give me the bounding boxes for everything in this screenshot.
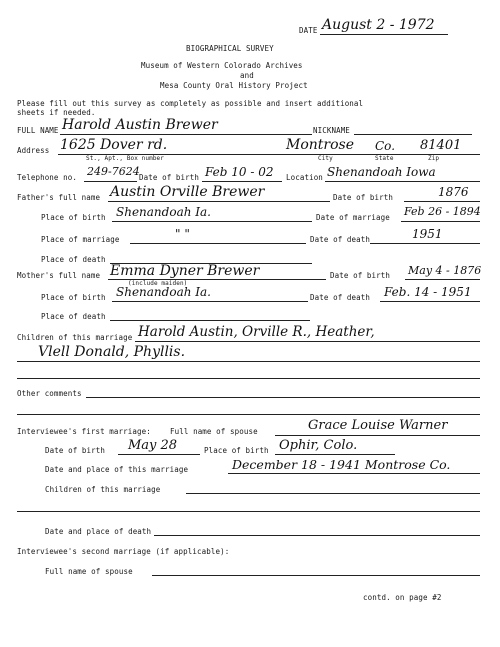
mother-dob-line [405, 279, 480, 280]
date-value: August 2 - 1972 [322, 17, 435, 33]
father-pom-label: Place of marriage [41, 235, 120, 244]
mother-name-value: Emma Dyner Brewer [110, 263, 260, 279]
father-name-value: Austin Orville Brewer [110, 184, 265, 200]
children2-line-2 [17, 511, 480, 512]
spouse-dob-value: May 28 [128, 438, 178, 453]
dob-label: Date of birth [139, 173, 199, 182]
mother-dob-label: Date of birth [330, 271, 390, 280]
children-value-2: Vlell Donald, Phyllis. [38, 344, 186, 360]
zip-sublabel: Zip [428, 155, 440, 162]
father-dod-line [370, 243, 480, 244]
location-value: Shenandoah Iowa [327, 165, 436, 179]
spouse-pob-line [275, 454, 395, 455]
children-line-2 [17, 361, 480, 362]
project-title: Mesa County Oral History Project [160, 81, 308, 90]
mother-pod-line [110, 320, 310, 321]
telephone-label: Telephone no. [17, 173, 77, 182]
dob-line [202, 181, 282, 182]
marriage-date-place-value: December 18 - 1941 Montrose Co. [232, 457, 451, 472]
father-dom-label: Date of marriage [316, 213, 390, 222]
father-name-label: Father's full name [17, 193, 101, 202]
comments-line-2 [17, 414, 480, 415]
death-date-place-line [154, 535, 480, 536]
father-dom-line [401, 221, 480, 222]
father-pob-value: Shenandoah Ia. [116, 205, 211, 219]
spouse-name-line [275, 435, 480, 436]
date-line [320, 34, 448, 35]
spouse-pob-label: Place of birth [204, 446, 269, 455]
continued-note: contd. on page #2 [363, 593, 442, 602]
father-dob-line [404, 201, 480, 202]
mother-pod-label: Place of death [41, 312, 106, 321]
mother-dob-value: May 4 - 1876 [408, 264, 482, 277]
full-name-value: Harold Austin Brewer [62, 117, 218, 133]
date-label: DATE [299, 26, 318, 35]
marriage-date-place-line [228, 473, 480, 474]
telephone-line [84, 181, 137, 182]
location-label: Location [286, 173, 323, 182]
full-name-line [60, 134, 312, 135]
marriage-date-place-label: Date and place of this marriage [45, 465, 189, 474]
father-pom-value: " " [175, 227, 190, 241]
first-marriage-label: Interviewee's first marriage: [17, 427, 151, 436]
father-name-line [108, 201, 330, 202]
mother-dod-line [380, 301, 480, 302]
father-pob-label: Place of birth [41, 213, 106, 222]
spouse-dob-label: Date of birth [45, 446, 105, 455]
children-line-1 [135, 341, 480, 342]
second-marriage-label: Interviewee's second marriage (if applicable): [17, 547, 230, 556]
father-pob-line [112, 221, 312, 222]
state-sublabel: State [375, 155, 394, 162]
comments-label: Other comments [17, 389, 82, 398]
full-name-label: FULL NAME [17, 126, 59, 135]
address-label: Address [17, 146, 50, 155]
children-line-3 [17, 378, 480, 379]
spouse2-name-label: Full name of spouse [45, 567, 133, 576]
mother-pob-label: Place of birth [41, 293, 106, 302]
father-dod-label: Date of death [310, 235, 370, 244]
mother-pob-line [112, 301, 308, 302]
father-dod-value: 1951 [412, 227, 443, 241]
spouse-name-label: Full name of spouse [170, 427, 258, 436]
death-date-place-label: Date and place of death [45, 527, 152, 536]
father-pom-line [130, 243, 306, 244]
comments-line-1 [86, 397, 480, 398]
father-dob-label: Date of birth [333, 193, 393, 202]
father-dom-value: Feb 26 - 1894 [404, 205, 481, 218]
instructions-line2: sheets if needed. [17, 108, 96, 117]
city-sublabel: City [318, 155, 333, 162]
spouse-dob-line [118, 454, 200, 455]
spouse-pob-value: Ophir, Colo. [279, 438, 358, 453]
state-value: Co. [375, 139, 396, 153]
spouse2-name-line [152, 575, 480, 576]
city-value: Montrose [286, 137, 354, 153]
spouse-name-value: Grace Louise Warner [308, 418, 448, 433]
dob-value: Feb 10 - 02 [205, 165, 274, 179]
mother-name-label: Mother's full name [17, 271, 101, 280]
zip-value: 81401 [420, 138, 462, 153]
mother-dod-value: Feb. 14 - 1951 [384, 285, 472, 299]
nickname-label: NICKNAME [313, 126, 350, 135]
mother-pob-value: Shenandoah Ia. [116, 285, 211, 299]
mother-name-sublabel: (include maiden) [128, 280, 188, 287]
location-line [325, 181, 480, 182]
museum-title: Museum of Western Colorado Archives [141, 61, 303, 70]
children2-line-1 [186, 493, 480, 494]
father-pod-label: Place of death [41, 255, 106, 264]
telephone-value: 249-7624 [87, 165, 140, 178]
nickname-line [354, 134, 472, 135]
children-label: Children of this marriage [17, 333, 133, 342]
children-value-1: Harold Austin, Orville R., Heather, [138, 324, 375, 340]
instructions-line1: Please fill out this survey as completely as possible and insert additional [17, 99, 364, 108]
mother-dod-label: Date of death [310, 293, 370, 302]
survey-title: BIOGRAPHICAL SURVEY [186, 44, 274, 53]
children2-label: Children of this marriage [45, 485, 161, 494]
and-text: and [240, 71, 254, 80]
address-value: 1625 Dover rd. [60, 137, 168, 153]
address-sublabel: St., Apt., Box number [86, 155, 164, 162]
father-dob-value: 1876 [438, 185, 469, 199]
